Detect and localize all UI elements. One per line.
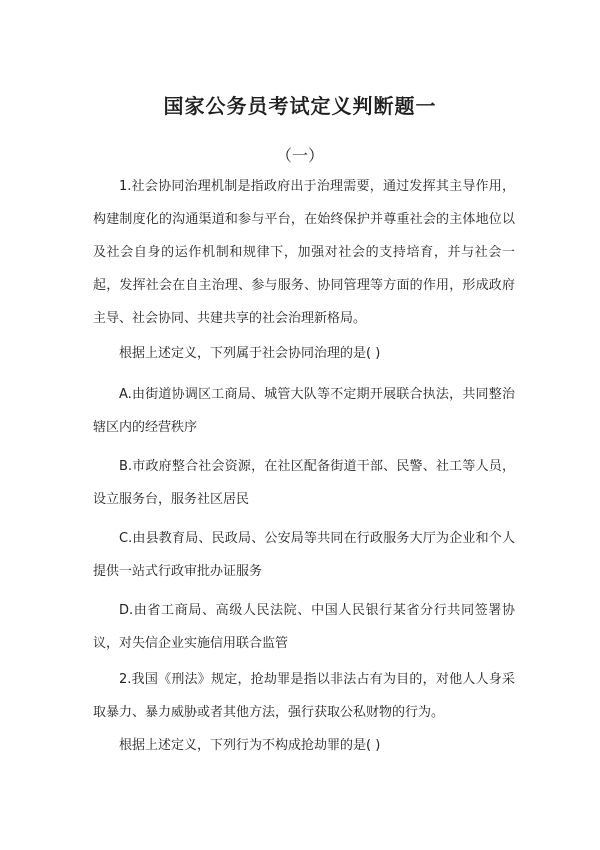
document-title: 国家公务员考试定义判断题一 [163, 94, 437, 118]
question-1-definition: 1.社会协同治理机制是指政府出于治理需要，通过发挥其主导作用，构建制度化的沟通渠道和参与平台，在始终保护并尊重社会的主体地位以及社会自身的运作机制和规律下，加强对社会的支持培育，并与社会一起，发挥社会在自主治理、参与服务、协同管理等方面的作用，形成政府主导、社会协同、共建共享的社会治理新格局。 [93, 179, 515, 326]
question-1-option-c: C.由县教育局、民政局、公安局等共同在行政服务大厅为企业和个人提供一站式行政审批办证服务 [93, 531, 515, 579]
question-1-prompt: 根据上述定义，下列属于社会协同治理的是( ) [119, 346, 381, 361]
question-1-option-d: D.由省工商局、高级人民法院、中国人民银行某省分行共同签署协议，对失信企业实施信用联合监管 [93, 603, 515, 651]
question-1-option-b: B.市政府整合社会资源，在社区配备街道干部、民警、社工等人员，设立服务台，服务社区居民 [93, 459, 515, 507]
question-2-definition: 2.我国《刑法》规定，抢劫罪是指以非法占有为目的，对他人人身采取暴力、暴力威胁或者其他方法，强行获取公私财物的行为。 [93, 672, 515, 720]
section-number: （一） [275, 146, 324, 165]
question-1-option-a: A.由街道协调区工商局、城管大队等不定期开展联合执法，共同整治辖区内的经营秩序 [93, 387, 515, 435]
question-2-prompt: 根据上述定义，下列行为不构成抢劫罪的是( ) [119, 738, 381, 753]
